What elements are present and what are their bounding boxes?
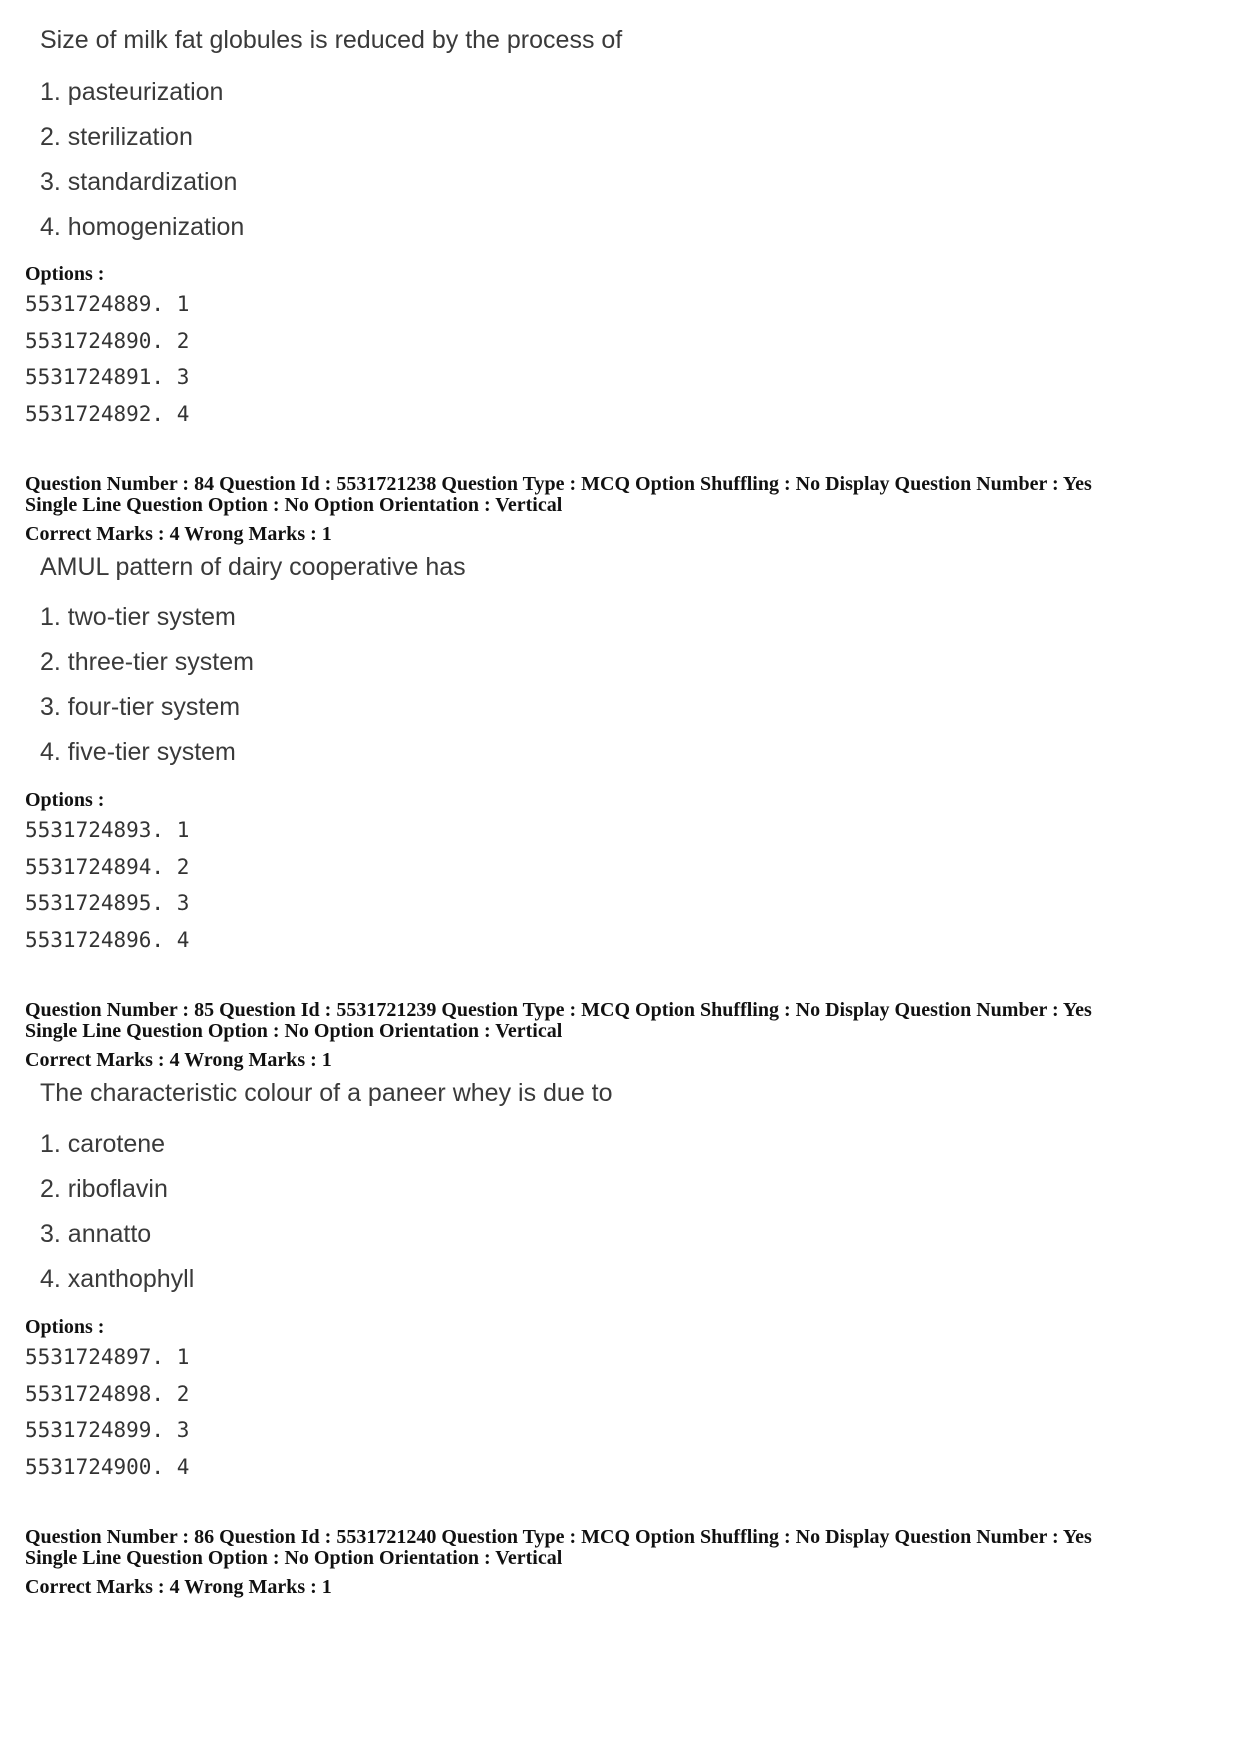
- option-code-3: 5531724895. 3: [25, 891, 190, 915]
- choice-3: 3. annatto: [40, 1220, 152, 1248]
- choice-2: 2. sterilization: [40, 123, 193, 151]
- option-code-4: 5531724900. 4: [25, 1455, 190, 1479]
- question-meta-line-1: Question Number : 86 Question Id : 5531721240 Question Type : MCQ Option Shuffling : No Display Question Number : Yes: [25, 1526, 1092, 1548]
- option-code-2: 5531724890. 2: [25, 329, 190, 353]
- options-label: Options :: [25, 789, 105, 811]
- question-meta-line-1: Question Number : 84 Question Id : 5531721238 Question Type : MCQ Option Shuffling : No Display Question Number : Yes: [25, 473, 1092, 495]
- options-label: Options :: [25, 263, 105, 285]
- options-label: Options :: [25, 1316, 105, 1338]
- choice-3: 3. four-tier system: [40, 693, 241, 721]
- question-marks: Correct Marks : 4 Wrong Marks : 1: [25, 1576, 332, 1598]
- question-meta-line-1: Question Number : 85 Question Id : 5531721239 Question Type : MCQ Option Shuffling : No Display Question Number : Yes: [25, 999, 1092, 1021]
- option-code-3: 5531724891. 3: [25, 365, 190, 389]
- choice-4: 4. xanthophyll: [40, 1265, 195, 1293]
- choice-4: 4. five-tier system: [40, 738, 236, 766]
- question-marks: Correct Marks : 4 Wrong Marks : 1: [25, 1049, 332, 1071]
- option-code-2: 5531724894. 2: [25, 855, 190, 879]
- choice-1: 1. pasteurization: [40, 78, 224, 106]
- question-stem: The characteristic colour of a paneer whey is due to: [40, 1079, 613, 1107]
- choice-2: 2. riboflavin: [40, 1175, 168, 1203]
- choice-1: 1. two-tier system: [40, 603, 236, 631]
- question-meta-line-2: Single Line Question Option : No Option Orientation : Vertical: [25, 1020, 563, 1042]
- option-code-1: 5531724893. 1: [25, 818, 190, 842]
- option-code-2: 5531724898. 2: [25, 1382, 190, 1406]
- choice-2: 2. three-tier system: [40, 648, 254, 676]
- choice-4: 4. homogenization: [40, 213, 245, 241]
- question-marks: Correct Marks : 4 Wrong Marks : 1: [25, 523, 332, 545]
- option-code-4: 5531724896. 4: [25, 928, 190, 952]
- choice-3: 3. standardization: [40, 168, 238, 196]
- question-meta-line-2: Single Line Question Option : No Option Orientation : Vertical: [25, 1547, 563, 1569]
- option-code-1: 5531724897. 1: [25, 1345, 190, 1369]
- option-code-3: 5531724899. 3: [25, 1418, 190, 1442]
- choice-1: 1. carotene: [40, 1130, 166, 1158]
- question-meta-line-2: Single Line Question Option : No Option Orientation : Vertical: [25, 494, 563, 516]
- question-stem: AMUL pattern of dairy cooperative has: [40, 553, 466, 581]
- option-code-4: 5531724892. 4: [25, 402, 190, 426]
- question-stem: Size of milk fat globules is reduced by the process of: [40, 26, 623, 54]
- option-code-1: 5531724889. 1: [25, 292, 190, 316]
